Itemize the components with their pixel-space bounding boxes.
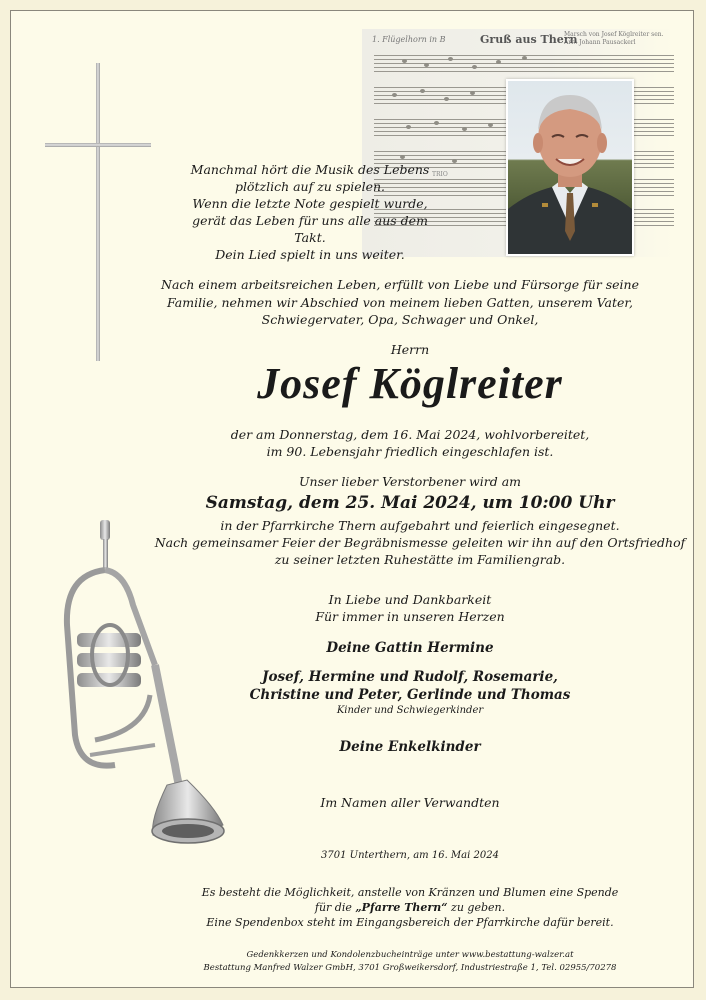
poem-line: plötzlich auf zu spielen.: [234, 179, 386, 194]
poem-line: Dein Lied spielt in uns weiter.: [215, 247, 405, 262]
sheet-credits: [564, 31, 664, 47]
place-date: 3701 Unterthern, am 16. Mai 2024: [321, 850, 499, 861]
love-line: Für immer in unseren Herzen: [315, 609, 505, 624]
funeral-line: Nach gemeinsamer Feier der Begräbnismesse geleiten wir ihn auf den Ortsfriedhof: [154, 535, 686, 550]
portrait-illustration: [508, 81, 632, 254]
death-notice: [110, 426, 706, 460]
footer-line: Gedenkkerzen und Kondolenzbucheinträge unter www.bestattung-walzer.at: [246, 950, 574, 960]
funeral-line: in der Pfarrkirche Thern aufgebahrt und feierlich eingesegnet.: [220, 518, 620, 533]
donation-line-1: Es besteht die Möglichkeit, anstelle von Kränzen und Blumen eine Spende: [201, 886, 619, 899]
poem-line: Wenn die letzte Note gespielt wurde,: [192, 196, 428, 211]
wife: Deine Gattin Hermine: [326, 640, 494, 656]
death-line: im 90. Lebensjahr friedlich eingeschlafen ist.: [266, 444, 554, 459]
donation-pre: für die: [314, 901, 356, 914]
intro-line: Schwiegervater, Opa, Schwager und Onkel,: [261, 312, 539, 327]
portrait-image: [508, 81, 632, 254]
donation-post: zu geben.: [447, 901, 506, 914]
children-caption: Kinder und Schwiegerkinder: [336, 705, 484, 716]
cross-vertical-bar: [96, 63, 100, 361]
death-line: der am Donnerstag, dem 16. Mai 2024, wohlvorbereitet,: [230, 427, 590, 442]
poem: [180, 161, 440, 263]
intro-line: Nach einem arbeitsreichen Leben, erfüllt von Liebe und Fürsorge für seine: [161, 277, 639, 292]
donation-line-2: [100, 900, 706, 915]
funeral-line: zu seiner letzten Ruhestätte im Familiengrab.: [274, 552, 566, 567]
sheet-credit-composer: Marsch von Josef Köglreiter sen.: [564, 31, 664, 38]
portrait-photo: [506, 79, 634, 256]
children-line: Josef, Hermine und Rudolf, Rosemarie,: [262, 669, 558, 685]
sheet-title: Gruß aus Thern: [480, 33, 578, 46]
footer-line: Bestattung Manfred Walzer GmbH, 3701 Großweikersdorf, Industriestraße 1, Tel. 02955/70278: [203, 963, 617, 973]
poem-line: gerät das Leben für uns alle aus dem Takt.: [192, 213, 428, 245]
poem-line: Manchmal hört die Musik des Lebens: [190, 162, 430, 177]
deceased-name: Josef Köglreiter: [257, 359, 563, 408]
footer: [90, 949, 706, 975]
donation-parish: „Pfarre Thern“: [355, 901, 448, 914]
love-line: In Liebe und Dankbarkeit: [328, 592, 492, 607]
relatives: Im Namen aller Verwandten: [320, 795, 500, 810]
salutation: Herrn: [390, 342, 430, 357]
flugelhorn-icon: [55, 515, 230, 850]
sheet-trio-label: TRIO: [432, 171, 448, 178]
funeral-intro: Unser lieber Verstorbener wird am: [298, 474, 522, 489]
grandchildren: Deine Enkelkinder: [339, 739, 481, 755]
funeral-date: Samstag, dem 25. Mai 2024, um 10:00 Uhr: [205, 493, 615, 513]
children-line: Christine und Peter, Gerlinde und Thomas: [249, 687, 571, 703]
intro-text: [120, 276, 680, 329]
sheet-part: 1. Flügelhorn in B: [372, 35, 446, 44]
sheet-credit-arranger: Arr.: Johann Pausackerl: [564, 39, 636, 46]
donation-text: [100, 885, 706, 930]
donation-line-3: Eine Spendenbox steht im Eingangsbereich der Pfarrkirche dafür bereit.: [206, 916, 614, 929]
intro-line: Familie, nehmen wir Abschied von meinem lieben Gatten, unserem Vater,: [166, 294, 634, 310]
cross-horizontal-bar: [45, 143, 151, 147]
